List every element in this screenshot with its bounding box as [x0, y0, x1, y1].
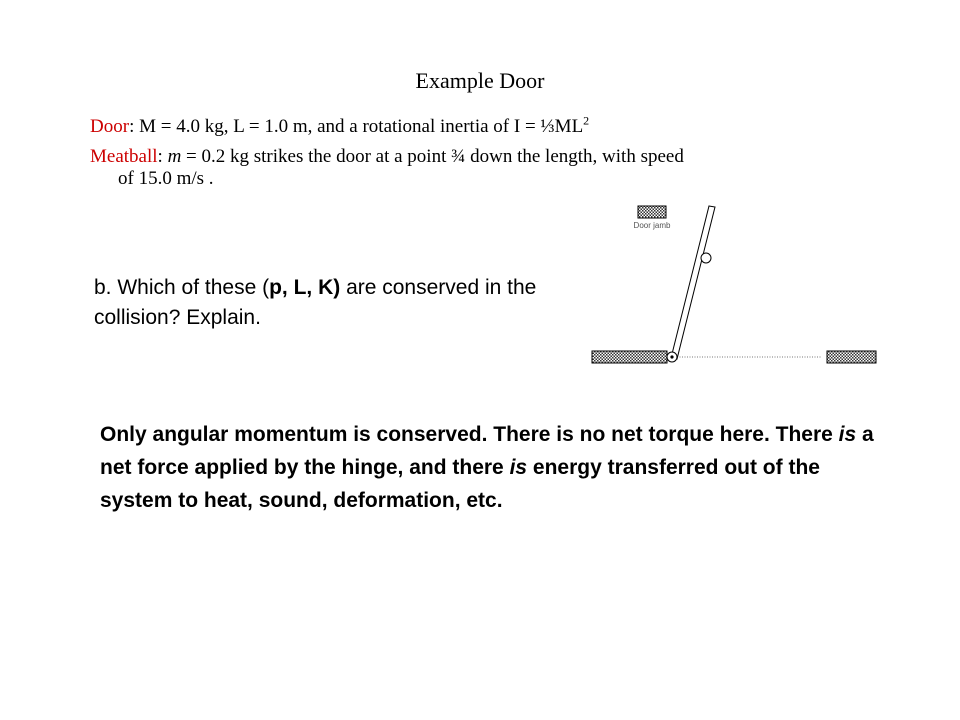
- door-jamb-block: [638, 206, 666, 218]
- question-text: [94, 273, 544, 333]
- answer-italic-1: is: [838, 423, 857, 446]
- door-label: Door: [90, 116, 130, 137]
- hinge-pin: [670, 355, 673, 358]
- answer-italic-2: is: [509, 456, 528, 479]
- answer-part-b: a net force applied by the hinge, and there: [100, 423, 874, 479]
- door-diagram: [585, 198, 885, 373]
- answer-part-a: Only angular momentum is conserved. There is no net torque here. There: [100, 423, 839, 446]
- door-text: : M = 4.0 kg, L = 1.0 m, and a rotational inertia of I = ⅓ML: [129, 116, 584, 137]
- right-wall: [827, 351, 876, 363]
- meatball-label: Meatball: [90, 146, 158, 167]
- meatball-mass-symbol: m: [167, 146, 182, 167]
- meatball-text-c: of 15.0 m/s .: [118, 168, 214, 189]
- meatball-icon: [701, 253, 711, 263]
- door-exponent: 2: [583, 113, 590, 128]
- door: [671, 206, 715, 359]
- meatball-parameters: [90, 146, 850, 190]
- door-jamb-label: Door jamb: [633, 221, 671, 230]
- question-bold: p, L, K): [269, 276, 341, 299]
- meatball-text-b: = 0.2 kg strikes the door at a point ¾ down the length, with speed: [181, 146, 684, 167]
- answer-text: [100, 418, 880, 517]
- slide-title: Example Door: [415, 68, 545, 93]
- door-parameters: [90, 113, 590, 138]
- answer-part-c: energy transferred out of the system to heat, sound, deformation, etc.: [100, 456, 820, 512]
- question-part-b: are conserved in the collision? Explain.: [94, 276, 537, 329]
- meatball-text-a: :: [157, 146, 168, 167]
- question-part-a: b. Which of these (: [94, 276, 270, 299]
- left-wall: [592, 351, 667, 363]
